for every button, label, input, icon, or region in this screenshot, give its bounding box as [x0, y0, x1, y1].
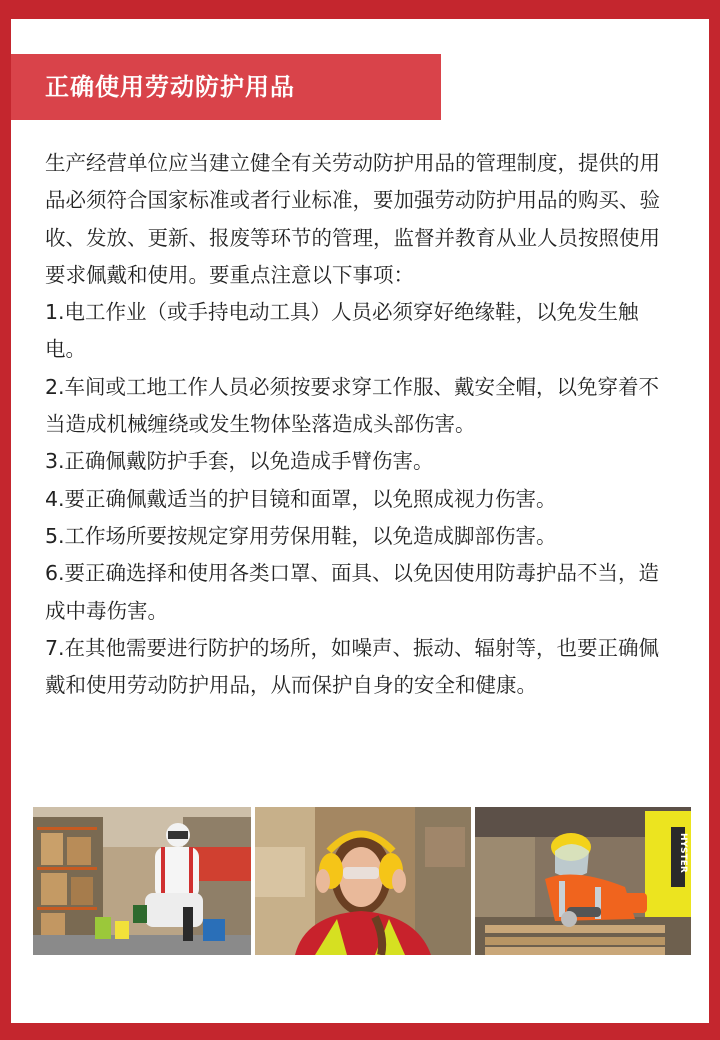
- photo-strip: [33, 807, 691, 955]
- photo-ear-protection-worker: [255, 807, 471, 955]
- title-banner: [11, 54, 441, 120]
- list-item-7: 7.在其他需要进行防护的场所，如噪声、振动、辐射等，也要正确佩戴和使用劳动防护用品，从而保护自身的安全和健康。: [45, 635, 660, 698]
- list-item-1: 1.电工作业（或手持电动工具）人员必须穿好绝缘鞋，以免发生触电。: [45, 300, 639, 362]
- page: [11, 19, 709, 1023]
- list-item-3: 3.正确佩戴防护手套，以免造成手臂伤害。: [45, 449, 434, 474]
- list-item-6: 6.要正确选择和使用各类口罩、面具、以免因使用防毒护品不当，造成中毒伤害。: [45, 561, 660, 623]
- list-item-2: 2.车间或工地工作人员必须按要求穿工作服、戴安全帽，以免穿着不当造成机械缠绕或发生物体坠落造成头部伤害。: [45, 374, 660, 437]
- content: [45, 145, 677, 704]
- list-item-5: 5.工作场所要按规定穿用劳保用鞋，以免造成脚部伤害。: [45, 523, 557, 548]
- intro-paragraph: 生产经营单位应当建立健全有关劳动防护用品的管理制度，提供的用品必须符合国家标准或者行业标准，要加强劳动防护用品的购买、验收、发放、更新、报废等环节的管理，监督并教育从业人员按照使用要求佩戴和使用。要重点注意以下事项：: [45, 151, 660, 287]
- list-item-4: 4.要正确佩戴适当的护目镜和面罩，以免照成视力伤害。: [45, 486, 557, 511]
- photo-face-shield-worker: [475, 807, 691, 955]
- forklift-label: HYSTER: [678, 833, 688, 873]
- page-title: 正确使用劳动防护用品: [45, 73, 295, 101]
- photo-protective-suit-worker: [33, 807, 251, 955]
